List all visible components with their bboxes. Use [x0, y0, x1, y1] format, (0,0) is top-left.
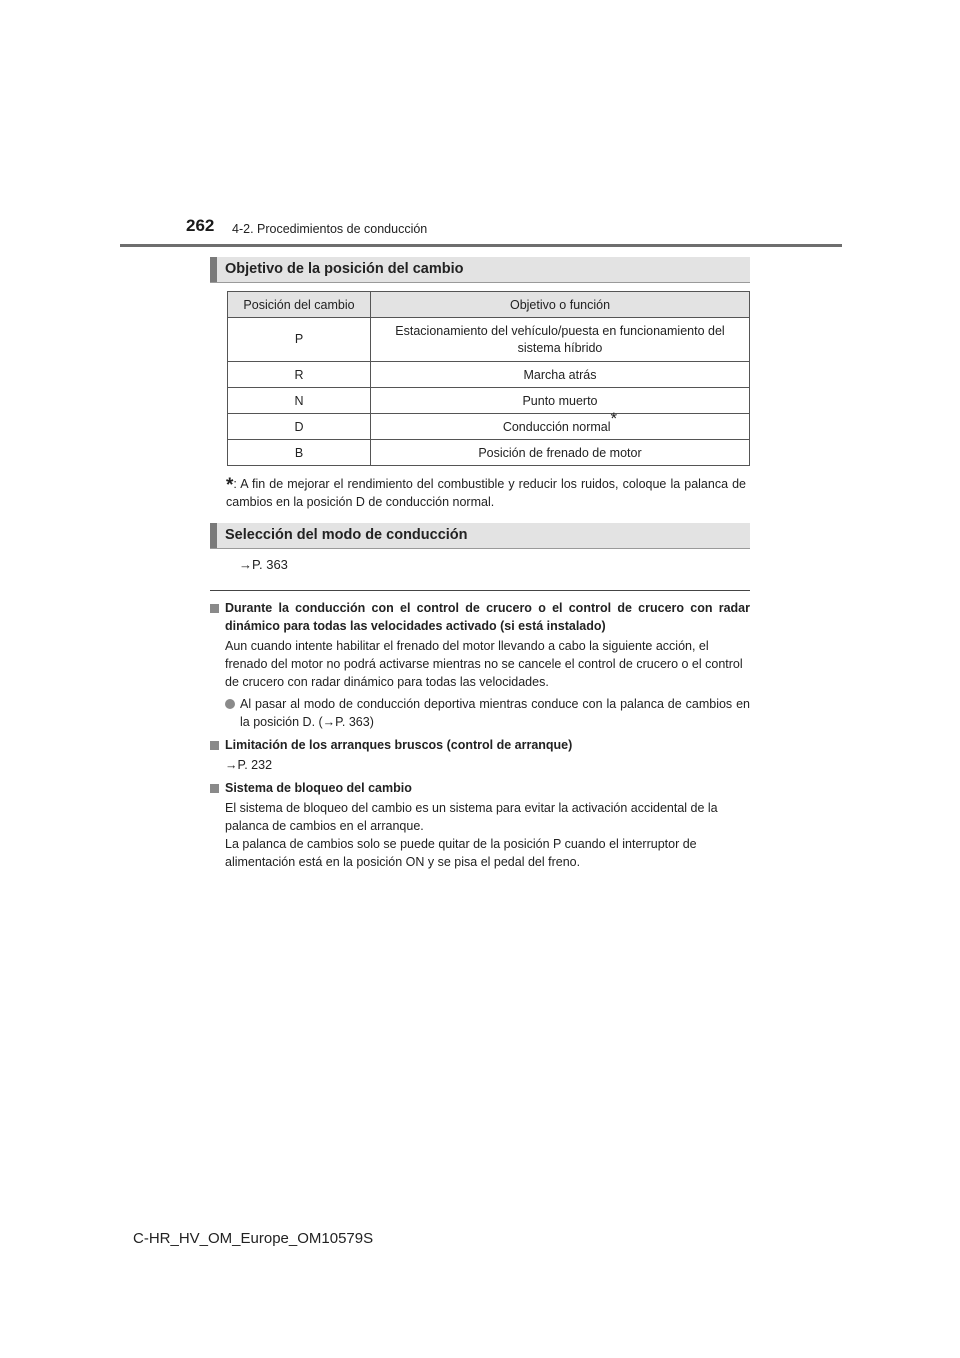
table-row: [228, 318, 750, 362]
cell-function-text: Conducción normal: [502, 419, 611, 434]
note-bullet: [225, 695, 750, 731]
cell-function: Marcha atrás: [371, 362, 750, 388]
table-row: [228, 440, 750, 466]
page-reference-link[interactable]: →P. 363: [239, 557, 288, 572]
divider: [210, 590, 750, 591]
square-bullet-icon: [210, 741, 219, 750]
table-header-row: [228, 292, 750, 318]
footnote-text: : A fin de mejorar el rendimiento del combustible y reducir los ruidos, coloque la palanca de cambios en la posición D de conducción normal.: [226, 477, 746, 509]
note-item: [210, 736, 750, 774]
page-number: 262: [186, 216, 215, 235]
cell-function: Posición de frenado de motor: [371, 440, 750, 466]
note-heading: Durante la conducción con el control de crucero o el control de crucero con radar dinámico para todas las velocidades activado (si está instalado): [225, 601, 750, 633]
document-code: C-HR_HV_OM_Europe_OM10579S: [133, 1230, 374, 1247]
note-bullet-text: Al pasar al modo de conducción deportiva mientras conduce con la palanca de cambios en la posición D. (→P. 363): [240, 697, 750, 729]
cell-position: D: [228, 414, 371, 440]
cell-position: P: [228, 318, 371, 362]
note-item: [210, 779, 750, 871]
page-reference-link[interactable]: →P. 232: [225, 758, 273, 772]
table-row: [228, 388, 750, 414]
square-bullet-icon: [210, 784, 219, 793]
note-item: [210, 599, 750, 731]
cell-position: R: [228, 362, 371, 388]
section-heading: Objetivo de la posición del cambio: [225, 261, 464, 277]
column-header-position: Posición del cambio: [228, 292, 371, 318]
shift-position-table: [227, 291, 750, 466]
section-bar-accent: [210, 257, 217, 282]
square-bullet-icon: [210, 604, 219, 613]
section-bar-shift-position: [210, 257, 750, 283]
note-text: Aun cuando intente habilitar el frenado del motor llevando a cabo la siguiente acción, el frenado del motor no podrá activarse mientras no se cancele el control de crucero o el control de crucero con radar dinámico para todas las velocidades.: [225, 639, 743, 689]
round-bullet-icon: [225, 699, 235, 709]
note-text: La palanca de cambios solo se puede quitar de la posición P cuando el interruptor de alimentación está en la posición ON y se pisa el pedal del freno.: [225, 837, 697, 869]
note-text: El sistema de bloqueo del cambio es un sistema para evitar la activación accidental de la palanca de cambios en el arranque.: [225, 801, 718, 833]
table-footnote: [226, 476, 746, 511]
note-heading: Sistema de bloqueo del cambio: [225, 781, 412, 795]
footnote-mark: *: [226, 475, 234, 496]
header-rule: [120, 244, 842, 247]
cell-function: Estacionamiento del vehículo/puesta en funcionamiento del sistema híbrido: [371, 318, 750, 362]
cell-position: N: [228, 388, 371, 414]
section-bar-drive-mode: [210, 523, 750, 549]
cell-function: [371, 409, 750, 440]
section-bar-accent: [210, 523, 217, 548]
notes-block: [210, 599, 750, 871]
column-header-function: Objetivo o función: [371, 292, 750, 318]
section-title: 4-2. Procedimientos de conducción: [232, 222, 428, 236]
cell-position: B: [228, 440, 371, 466]
footnote-mark: *: [610, 409, 618, 429]
cell-function: Punto muerto: [371, 388, 750, 414]
section-heading: Selección del modo de conducción: [225, 527, 468, 543]
table-row: [228, 414, 750, 440]
table-row: [228, 362, 750, 388]
note-heading: Limitación de los arranques bruscos (control de arranque): [225, 738, 573, 752]
